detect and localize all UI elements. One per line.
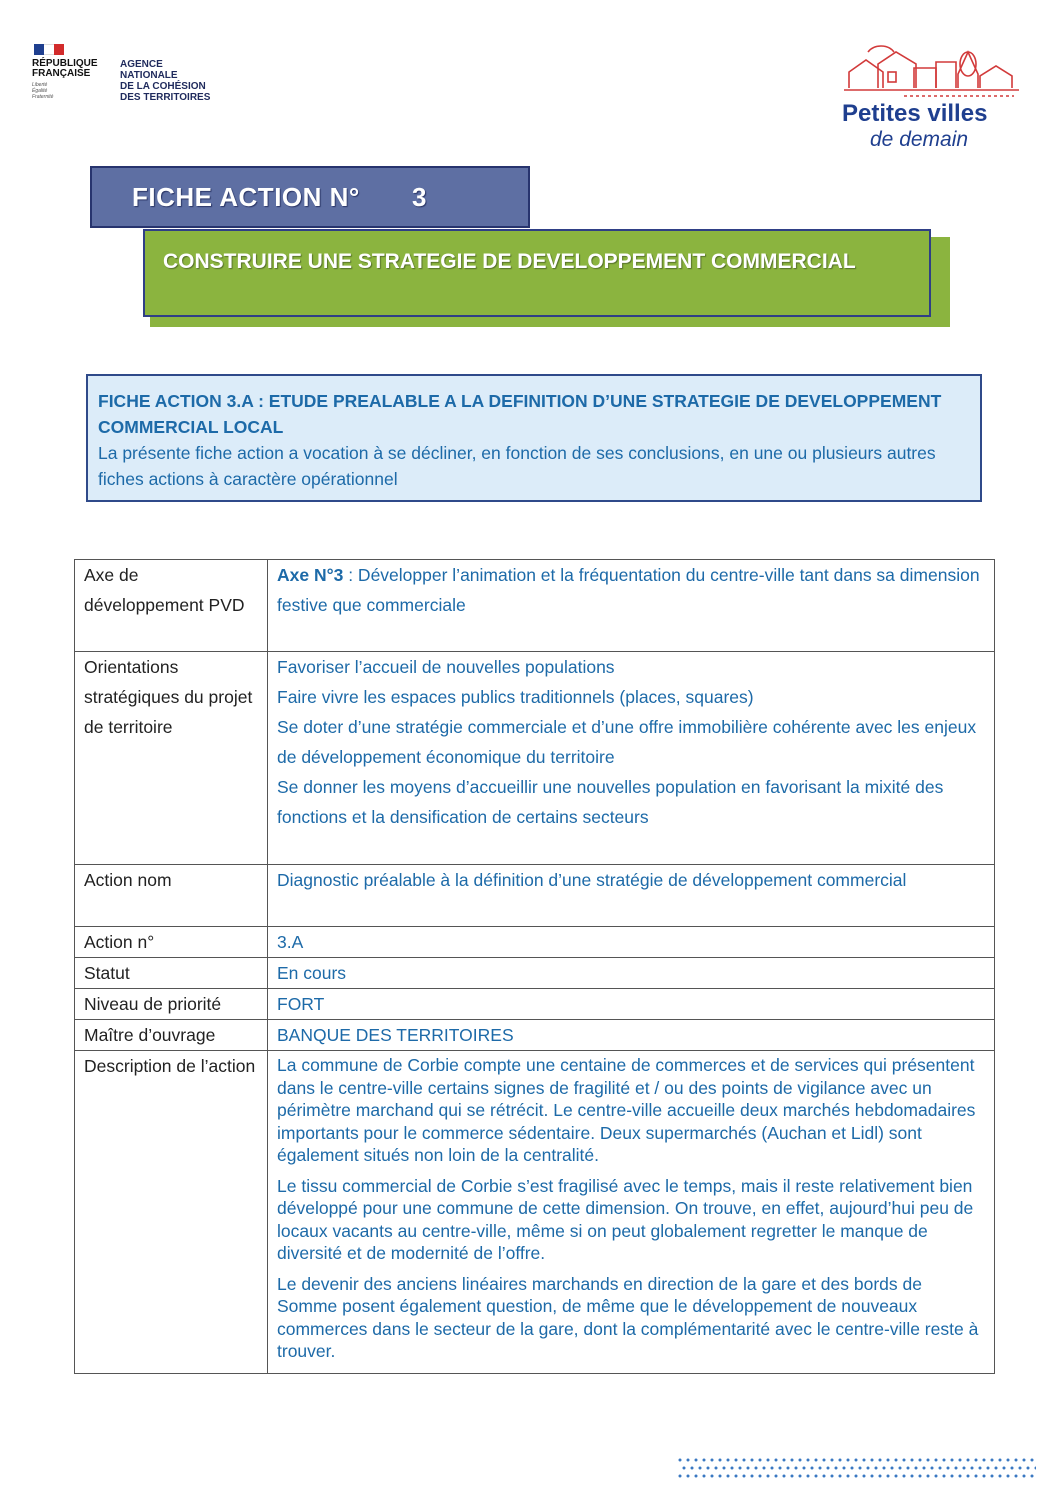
footer-dot [799,1475,802,1478]
footer-dot [1015,1475,1018,1478]
action-table [74,559,995,1374]
footer-dot [791,1475,794,1478]
footer-dot [907,1467,910,1470]
footer-dot [847,1459,850,1462]
table-row [75,927,995,958]
footer-dot [919,1475,922,1478]
footer-dot [967,1475,970,1478]
footer-dot [1003,1467,1006,1470]
footer-dot [983,1475,986,1478]
footer-dot [887,1459,890,1462]
footer-dot [1031,1459,1034,1462]
footer-dot [799,1459,802,1462]
footer-dot [823,1475,826,1478]
footer-dot [1023,1475,1026,1478]
footer-dot [795,1467,798,1470]
row-value: FORT [268,989,995,1020]
description-cell [268,1051,995,1374]
footer-dot [839,1475,842,1478]
footer-dot [1027,1467,1030,1470]
fiche-action-banner [90,166,530,228]
row-value [268,560,995,652]
footer-dot [991,1459,994,1462]
footer-dot [871,1475,874,1478]
footer-dot [831,1475,834,1478]
anct-label: AGENCE NATIONALE DE LA COHÉSION DES TERRITOIRES [120,59,211,103]
table-row [75,989,995,1020]
petites-villes-logo [836,38,1026,178]
footer-dot [947,1467,950,1470]
footer-dot [903,1459,906,1462]
footer-dot [943,1459,946,1462]
footer-dot [735,1475,738,1478]
table-row [75,1051,995,1374]
footer-dot [931,1467,934,1470]
footer-dot [935,1475,938,1478]
footer-dot [827,1467,830,1470]
footer-dot [703,1475,706,1478]
footer-dot [727,1475,730,1478]
footer-dot [819,1467,822,1470]
footer-dot [971,1467,974,1470]
footer-dot [759,1475,762,1478]
footer-dot [851,1467,854,1470]
footer-dot [687,1459,690,1462]
footer-dot [815,1475,818,1478]
footer-dot [991,1475,994,1478]
footer-dot [891,1467,894,1470]
footer-dot [879,1459,882,1462]
subtitle-text: CONSTRUIRE UNE STRATEGIE DE DEVELOPPEMENT COMMERCIAL [163,250,856,273]
footer-dot [883,1467,886,1470]
footer-dot [775,1475,778,1478]
footer-dot [751,1475,754,1478]
footer-dot [787,1467,790,1470]
footer-dot [711,1475,714,1478]
footer-dot [919,1459,922,1462]
footer-dot [999,1459,1002,1462]
footer-dot [719,1475,722,1478]
footer-dot [975,1459,978,1462]
footer-dot [875,1467,878,1470]
row-label: Orientations stratégiques du projet de territoire [75,652,268,865]
fiche-info-text: La présente fiche action a vocation à se décliner, en fonction de ses conclusions, en une ou plusieurs autres fiches actions à caractère opérationnel [98,443,936,489]
footer-dot [735,1459,738,1462]
description-paragraph: La commune de Corbie compte une centaine de commerces et de services qui présentent dans le centre-ville certains signes de fragilité et / ou des points de vigilance avec un périmètre marchand qui se rétrécit. Le centre-ville accueille deux marchés hebdomadaires importants pour le commerce sédentaire. Deux supermarchés (Auchan et Lidl) sont également situés non loin de la centralité. [277,1055,976,1165]
footer-dot [879,1475,882,1478]
footer-dot [783,1475,786,1478]
footer-dot [775,1459,778,1462]
footer-dot [743,1459,746,1462]
footer-dot [839,1459,842,1462]
table-row [75,958,995,989]
footer-dot [699,1467,702,1470]
footer-dot [863,1475,866,1478]
footer-dot [939,1467,942,1470]
footer-dot [1007,1459,1010,1462]
footer-dot [987,1467,990,1470]
row-value: En cours [268,958,995,989]
houses-icon [844,38,1019,102]
footer-dot [895,1475,898,1478]
table-row [75,652,995,865]
footer-dot [779,1467,782,1470]
orientation-item: Faire vivre les espaces publics traditionnels (places, squares) [277,687,754,707]
footer-dot [811,1467,814,1470]
orientation-item: Se doter d’une stratégie commerciale et d’une offre immobilière cohérente avec les enjeux de développement économique du territoire [277,717,977,767]
republic-motto: Liberté Égalité Fraternité [32,82,54,100]
footer-dot [967,1459,970,1462]
table-row [75,865,995,927]
footer-dot [707,1467,710,1470]
footer-dot [1011,1467,1014,1470]
footer-dot [979,1467,982,1470]
footer-dot [691,1467,694,1470]
footer-dot [791,1459,794,1462]
footer-dot [927,1459,930,1462]
footer-dot [951,1475,954,1478]
footer-dot [695,1475,698,1478]
footer-dot [743,1475,746,1478]
footer-dot [751,1459,754,1462]
row-label: Action n° [75,927,268,958]
footer-dot [911,1475,914,1478]
footer-dot [867,1467,870,1470]
footer-dot [999,1475,1002,1478]
description-paragraph: Le devenir des anciens linéaires marchands en direction de la gare et des bords de Somme posent également question, de même que le développement de nouveaux commerces dans le secteur de la gare, dont la complémentarité avec le centre-ville reste à trouver. [277,1273,979,1361]
footer-dot [983,1459,986,1462]
footer-dot [763,1467,766,1470]
footer-dot [1031,1475,1034,1478]
footer-dot [715,1467,718,1470]
footer-dot [1007,1475,1010,1478]
pvd-subtitle: de demain [870,128,969,151]
row-label: Niveau de priorité [75,989,268,1020]
footer-dot [807,1459,810,1462]
footer-dot [951,1459,954,1462]
axe-text: : Développer l’animation et la fréquentation du centre-ville tant dans sa dimension festive que commerciale [277,565,980,615]
footer-dot [959,1475,962,1478]
footer-dot [823,1459,826,1462]
footer-dot [703,1459,706,1462]
footer-dot [923,1467,926,1470]
table-row [75,1020,995,1051]
footer-dot [683,1467,686,1470]
footer-dot [927,1475,930,1478]
pvd-name: Petites villes [842,100,988,127]
footer-dot [695,1459,698,1462]
footer-dot [871,1459,874,1462]
row-label: Statut [75,958,268,989]
footer-dot [723,1467,726,1470]
orientation-item: Se donner les moyens d’accueillir une nouvelles population en favorisant la mixité des fonctions et la densification de certains secteurs [277,777,944,827]
footer-dot [895,1459,898,1462]
footer-dot [687,1475,690,1478]
footer-dot [863,1459,866,1462]
subtitle-banner [143,229,931,317]
row-value: BANQUE DES TERRITOIRES [268,1020,995,1051]
footer-dot [679,1459,682,1462]
fiche-info-box [86,374,982,502]
fiche-info-title: FICHE ACTION 3.A : ETUDE PREALABLE A LA DEFINITION D’UNE STRATEGIE DE DEVELOPPEMENT COMMERCIAL LOCAL [98,391,942,437]
footer-dot [711,1459,714,1462]
footer-dot [783,1459,786,1462]
french-flag-icon [34,44,64,55]
axe-bold: Axe N°3 [277,565,344,585]
footer-dot [943,1475,946,1478]
footer-dot [855,1475,858,1478]
fiche-action-number: 3 [412,182,427,212]
footer-dot [915,1467,918,1470]
row-value: Diagnostic préalable à la définition d’une stratégie de développement commercial [268,865,995,927]
row-label: Maître d’ouvrage [75,1020,268,1051]
footer-dot [803,1467,806,1470]
footer-dots-decoration [676,1456,1036,1480]
footer-dot [759,1459,762,1462]
footer-dot [807,1475,810,1478]
row-value: 3.A [268,927,995,958]
footer-dot [719,1459,722,1462]
footer-dot [1023,1459,1026,1462]
footer-dot [1035,1467,1037,1470]
footer-dot [747,1467,750,1470]
footer-dot [887,1475,890,1478]
footer-dot [959,1459,962,1462]
rf-anct-logo [32,42,232,112]
footer-dot [831,1459,834,1462]
footer-dot [815,1459,818,1462]
row-label: Description de l’action [75,1051,268,1374]
republique-francaise-label: RÉPUBLIQUE FRANÇAISE [32,58,98,79]
footer-dot [935,1459,938,1462]
orientation-item: Favoriser l’accueil de nouvelles populations [277,657,615,677]
footer-dot [771,1467,774,1470]
footer-dot [911,1459,914,1462]
footer-dot [995,1467,998,1470]
footer-dot [899,1467,902,1470]
footer-dot [843,1467,846,1470]
footer-dot [955,1467,958,1470]
row-value [268,652,995,865]
footer-dot [767,1459,770,1462]
footer-dot [963,1467,966,1470]
fiche-action-label: FICHE ACTION N° [132,182,360,212]
footer-dot [859,1467,862,1470]
footer-dot [835,1467,838,1470]
row-label: Action nom [75,865,268,927]
footer-dot [855,1459,858,1462]
footer-dot [847,1475,850,1478]
footer-dot [739,1467,742,1470]
footer-dot [731,1467,734,1470]
footer-dot [975,1475,978,1478]
footer-dot [679,1475,682,1478]
table-row [75,560,995,652]
footer-dot [727,1459,730,1462]
row-label: Axe de développement PVD [75,560,268,652]
footer-dot [1015,1459,1018,1462]
description-paragraph: Le tissu commercial de Corbie s’est fragilisé avec le temps, mais il reste relativement bien développé pour une commune de cette dimension. On trouve, en effet, aujourd’hui peu de locaux vacants au centre-ville, même si on peut globalement regretter le manque de diversité et de modernité de l’offre. [277,1175,974,1263]
footer-dot [767,1475,770,1478]
footer-dot [755,1467,758,1470]
footer-dot [903,1475,906,1478]
footer-dot [1019,1467,1022,1470]
